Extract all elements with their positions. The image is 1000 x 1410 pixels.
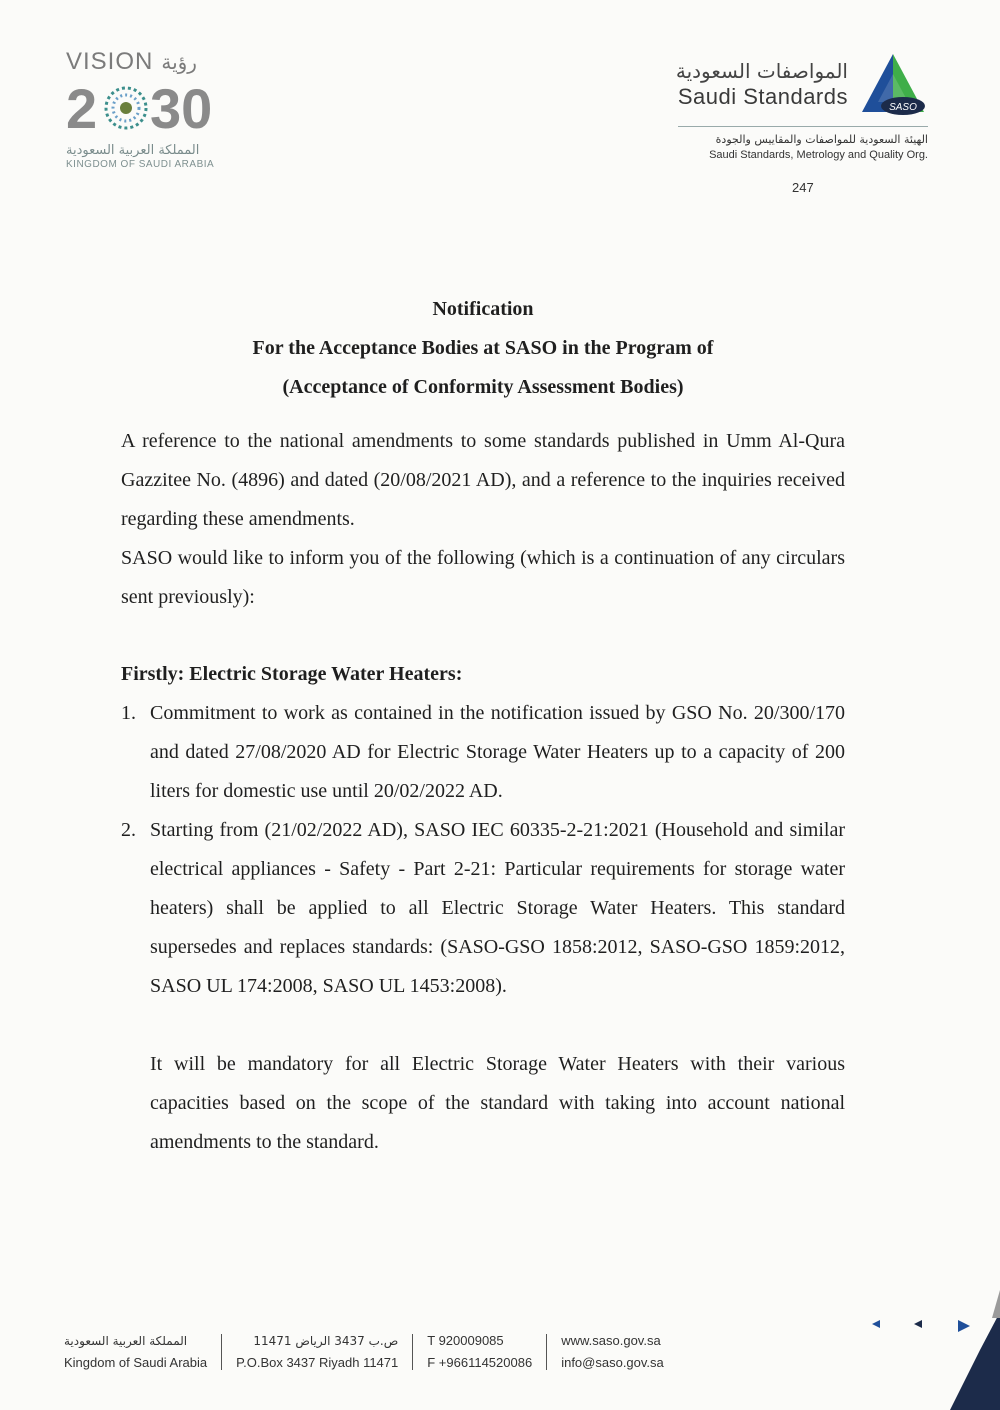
footer-contact: [413, 1330, 546, 1374]
notification-title: [0, 290, 966, 407]
title-line-3: (Acceptance of Conformity Assessment Bodies): [282, 376, 684, 398]
vision-arabic-word: رؤية: [161, 50, 197, 74]
list-item-text: Commitment to work as contained in the notification issued by GSO No. 20/300/170 and dated 27/08/2020 AD for Electric Storage Water Heaters up to a capacity of 200 liters for domestic use until 20/02/2022 AD.: [150, 702, 845, 802]
svg-text:2: 2: [66, 78, 98, 136]
mandatory-paragraph: It will be mandatory for all Electric Storage Water Heaters with their various capacities based on the scope of the standard with taking into account national amendments to the standard.: [150, 1053, 845, 1153]
vision-word: VISION: [66, 48, 154, 75]
saso-logo-block: [668, 52, 928, 161]
vision-country-english: KINGDOM OF SAUDI ARABIA: [66, 159, 215, 170]
saso-name-arabic: المواصفات السعودية: [675, 59, 848, 83]
footer-country-arabic: المملكة العربية السعودية: [64, 1334, 188, 1348]
corner-decoration-icon: [870, 1290, 1000, 1410]
saso-logo-text: SASO: [889, 102, 917, 113]
footer-web: [547, 1330, 678, 1374]
footer-country-english: Kingdom of Saudi Arabia: [64, 1355, 208, 1370]
saso-divider: [678, 126, 928, 127]
saso-triangle-logo-icon: [858, 52, 928, 116]
title-line-2: For the Acceptance Bodies at SASO in the Program of: [252, 337, 714, 359]
vision-2030-logo: [66, 48, 246, 170]
saso-org-english: Saudi Standards, Metrology and Quality Org.: [709, 149, 928, 161]
footer-country: [64, 1330, 221, 1374]
saso-name-english: Saudi Standards: [677, 84, 848, 109]
inform-paragraph: SASO would like to inform you of the following (which is a continuation of any circulars sent previously):: [121, 547, 845, 608]
vision-2030-emblem-icon: [66, 78, 241, 136]
title-line-1: Notification: [432, 298, 534, 320]
list-item-number: 2.: [121, 819, 136, 841]
footer-address: [222, 1330, 412, 1374]
svg-text:30: 30: [150, 78, 213, 136]
footer-phone: T 920009085: [427, 1333, 504, 1348]
list-item-number: 1.: [121, 702, 136, 724]
page-footer: [64, 1330, 678, 1374]
notification-body: [121, 422, 845, 1162]
list-item: [121, 694, 845, 811]
vision-country-arabic: المملكة العربية السعودية: [66, 143, 200, 158]
saso-org-arabic: الهيئة السعودية للمواصفات والمقاييس والجودة: [715, 133, 928, 146]
list-item-text: Starting from (21/02/2022 AD), SASO IEC 60335-2-21:2021 (Household and similar electrical appliances - Safety - Part 2-21: Particular requirements for storage water heaters) shall be applied to all Electric Storage Water Heaters. This standard supersedes and replaces standards: (SASO-GSO 1858:2012, SASO-GSO 1859:2012, SASO UL 174:2008, SASO UL 1453:2008).: [150, 819, 845, 997]
footer-fax: F +966114520086: [427, 1355, 533, 1370]
list-item: [121, 811, 845, 1006]
section-heading: Firstly: Electric Storage Water Heaters:: [121, 663, 463, 685]
footer-pobox-english: P.O.Box 3437 Riyadh 11471: [236, 1355, 399, 1370]
footer-email: info@saso.gov.sa: [561, 1355, 664, 1370]
page-number: 247: [792, 180, 814, 195]
footer-pobox-arabic: ص.ب 3437 الرياض 11471: [253, 1334, 399, 1348]
intro-paragraph: A reference to the national amendments to some standards published in Umm Al-Qura Gazzitee No. (4896) and dated (20/08/2021 AD), and a reference to the inquiries received regarding these amendments.: [121, 430, 845, 530]
requirements-list: [121, 694, 845, 1006]
footer-website: www.saso.gov.sa: [561, 1333, 661, 1348]
